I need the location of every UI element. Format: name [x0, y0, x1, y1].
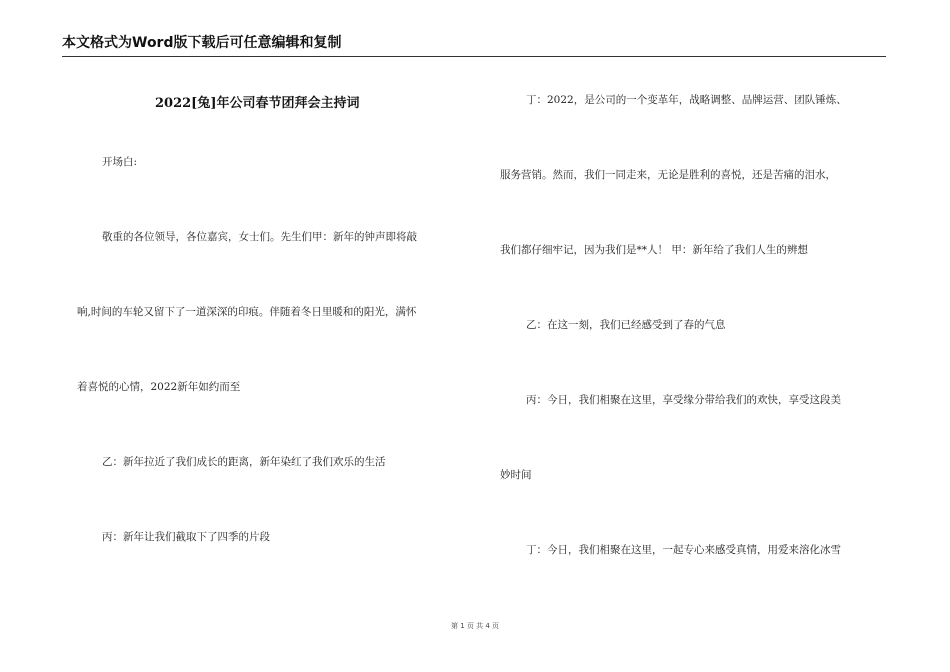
right-line-4: 乙：在这一刻，我们已经感受到了春的气息 — [526, 319, 726, 331]
right-line-3: 我们都仔细牢记，因为我们是**人！ 甲：新年给了我们人生的辨想 — [500, 244, 808, 256]
left-line-6: 丙：新年让我们截取下了四季的片段 — [102, 531, 270, 543]
right-line-7: 丁：今日，我们相聚在这里，一起专心来感受真情，用爱来溶化冰雪 — [526, 544, 841, 556]
right-line-2: 服务营销。然而，我们一同走来，无论是胜利的喜悦，还是苦痛的泪水， — [500, 169, 836, 181]
left-line-5: 乙：新年拉近了我们成长的距离，新年染红了我们欢乐的生活 — [102, 456, 386, 468]
left-line-1: 开场白: — [102, 156, 138, 168]
document-title: 2022[兔]年公司春节团拜会主持词 — [155, 96, 360, 111]
right-line-1: 丁：2022，是公司的一个变革年，战略调整、品牌运营、团队锤炼、 — [526, 94, 847, 106]
document-header — [62, 34, 886, 57]
right-line-5: 丙：今日，我们相聚在这里，享受缘分带给我们的欢快，享受这段美 — [526, 394, 841, 406]
left-line-4: 着喜悦的心情，2022新年如约而至 — [77, 381, 241, 393]
left-line-2: 敬重的各位领导，各位嘉宾，女士们。先生们甲：新年的钟声即将敲 — [102, 231, 417, 243]
page-number: 第 1 页 共 4 页 — [450, 622, 500, 630]
left-line-3: 响,时间的车轮又留下了一道深深的印痕。伴随着冬日里暖和的阳光，满怀 — [77, 306, 417, 318]
right-line-6: 妙时间 — [500, 469, 532, 481]
header-notice: 本文格式为Word版下载后可任意编辑和复制 — [62, 35, 342, 51]
